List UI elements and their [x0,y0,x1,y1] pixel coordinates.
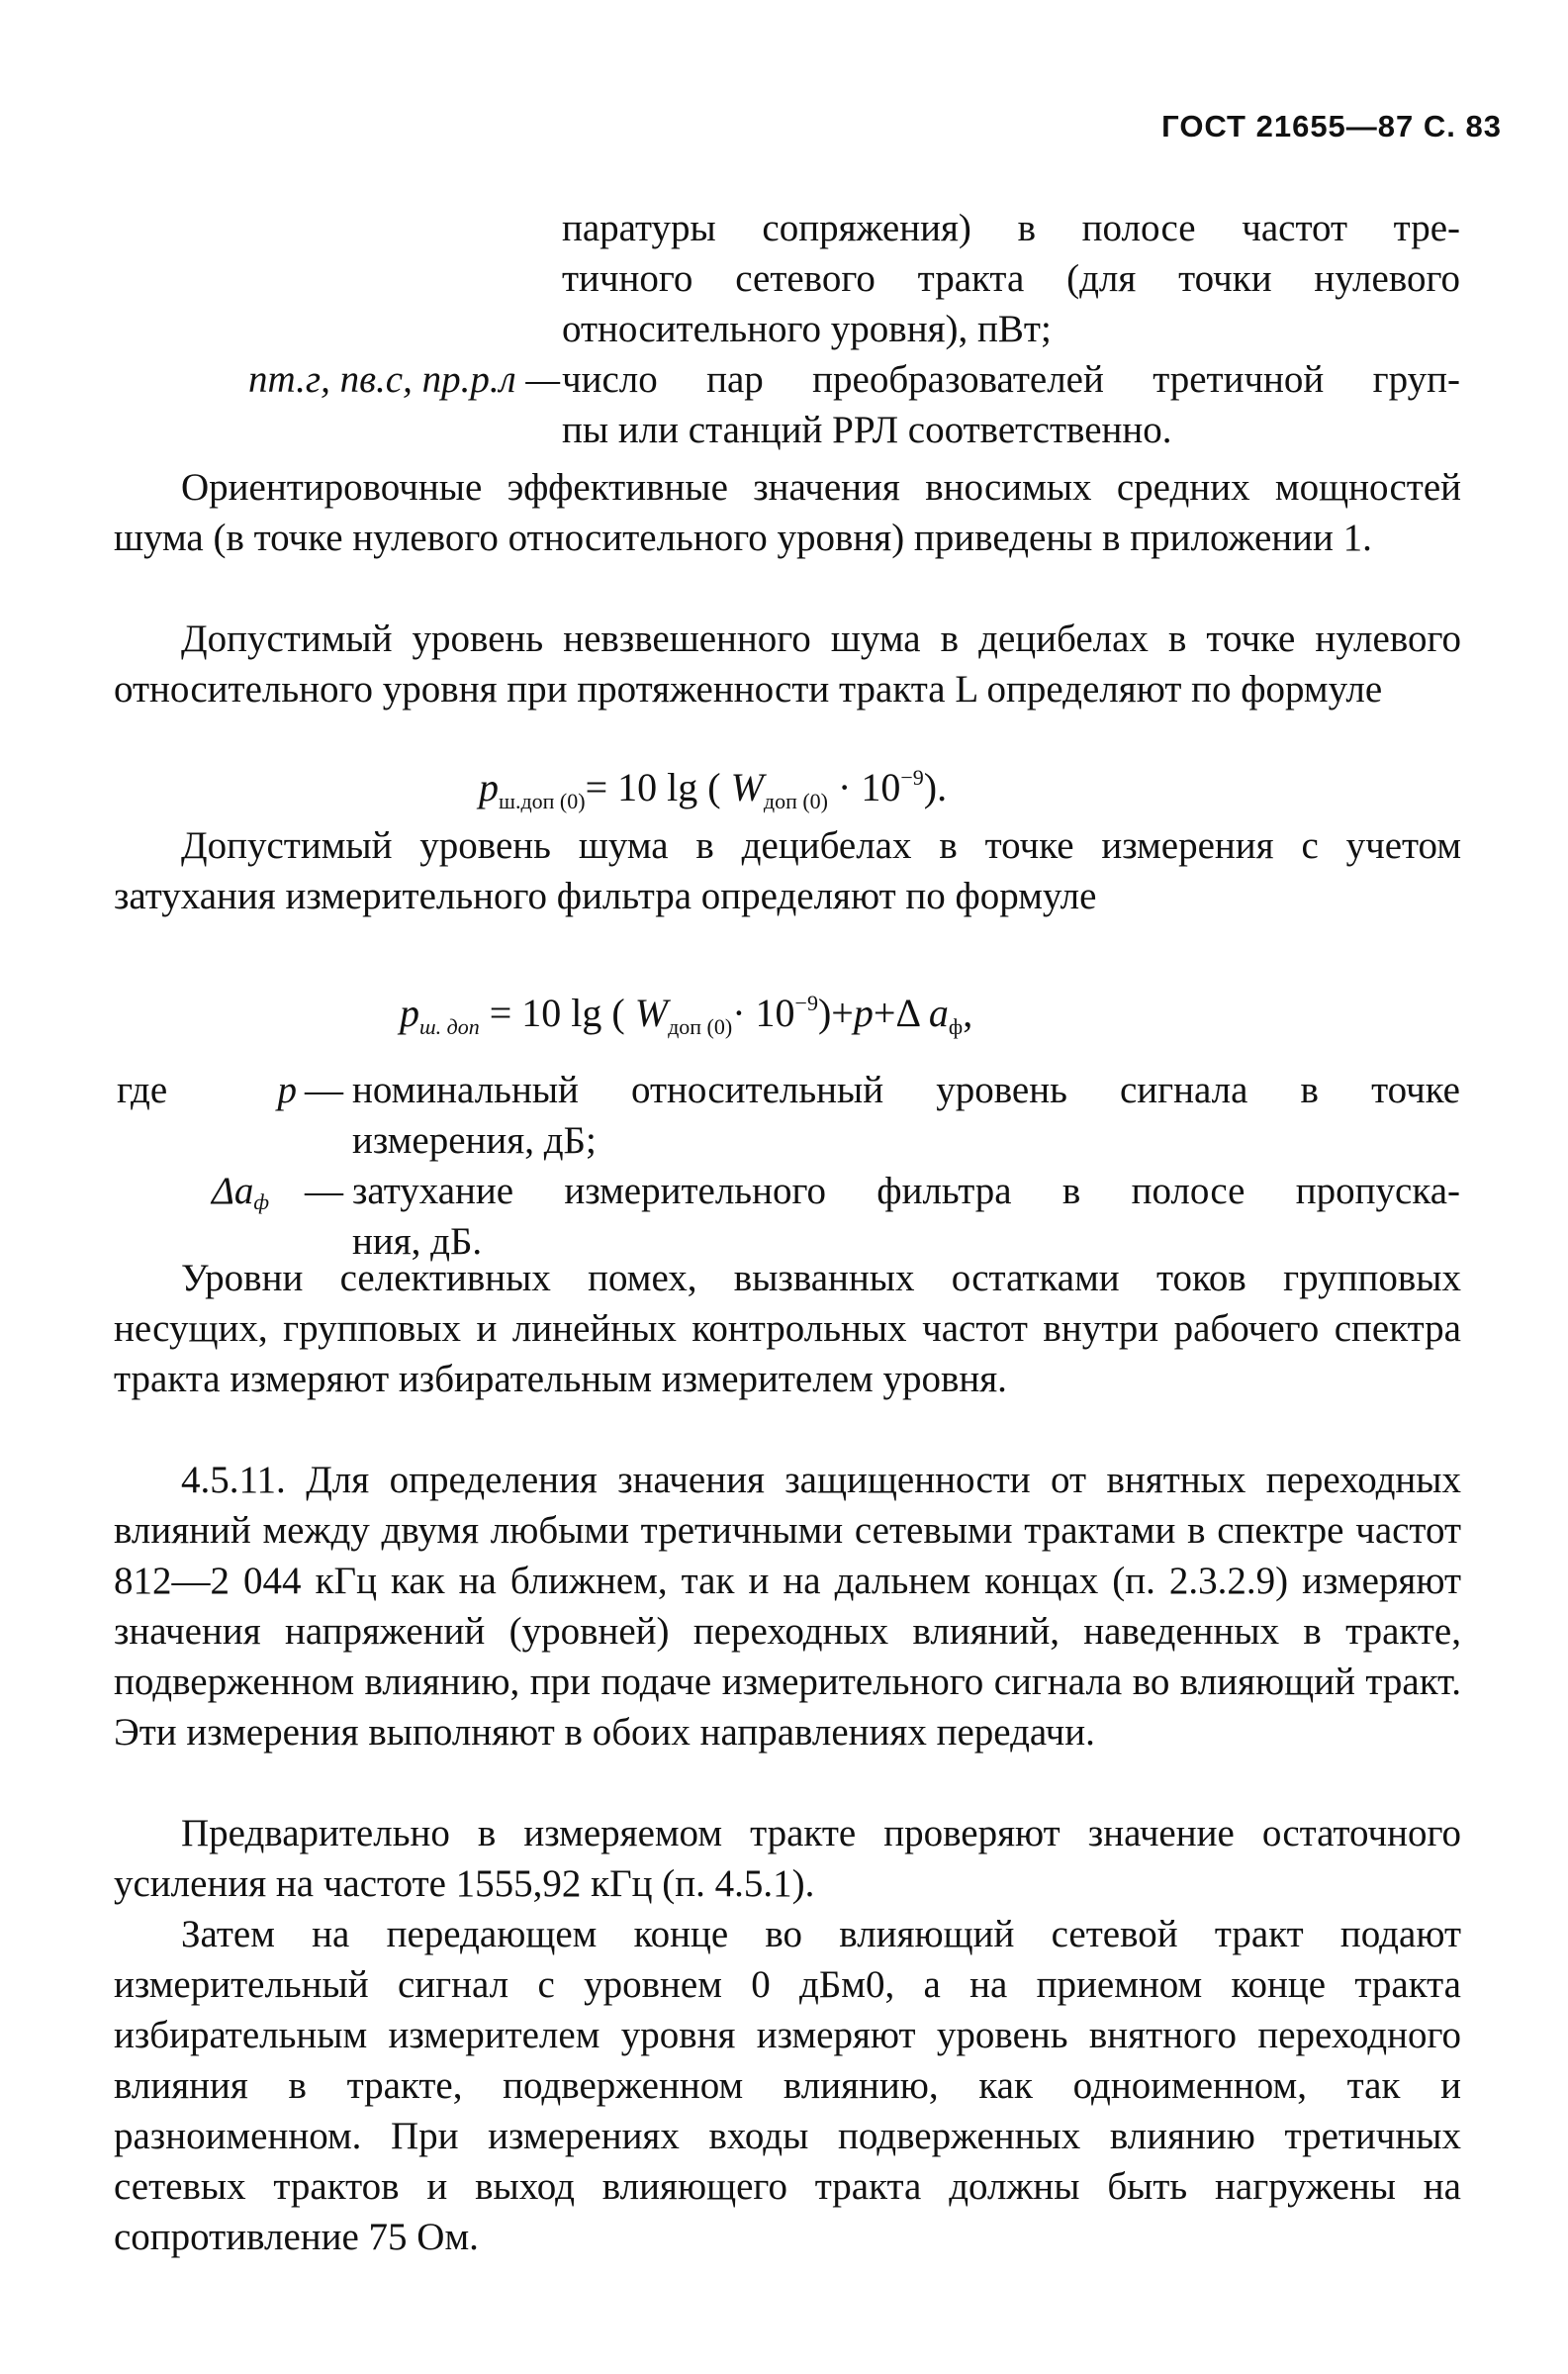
formula1-w-subscript: доп (0) [763,789,829,813]
formula2-multiplier: · 10 [732,991,795,1035]
formula1-tail: ). [923,765,948,809]
formula2-end: , [963,991,973,1035]
formula-unweighted-noise-level [479,764,948,813]
where-definition-p-line-2: измерения, дБ; [352,1119,597,1162]
where-definition-p-line-1: номинальный относительный уровень сигнала в точке [352,1069,1460,1111]
continued-definition-line-2: тичного сетевого тракта (для точки нулевого [562,257,1460,300]
where-symbol-delta-a [212,1166,269,1227]
paragraph-unweighted-noise: Допустимый уровень невзвешенного шума в децибелах в точке нулевого относительного уровня при протяженности тракта L определяют по формуле [114,617,1461,711]
paragraph-measurement-procedure: Затем на передающем конце во влияющий сетевой тракт подают измерительный сигнал с уровнем 0 дБм0, а на приемном конце тракта избирательным измерителем уровня измеряют уровень внятного переходного влияния в тракте, подверженном влиянию, как одноименном, так и разноименном. При измерениях входы подверженных влиянию третичных сетевых трактов и выход влияющего тракта должны быть нагружены на сопротивление 75 Ом. [114,1913,1461,2258]
where-definition-delta-line-1: затухание измерительного фильтра в полосе пропуска- [352,1170,1460,1212]
where-symbol-p: p [277,1069,297,1111]
formula2-p: p [400,991,419,1035]
where-dash-2: — [305,1170,343,1212]
formula2-w: W [634,991,669,1035]
where-symbol-delta-a-main: Δa [212,1170,254,1212]
formula-allowed-noise-level [400,990,973,1039]
continued-definition-line-3: относительного уровня), пВт; [562,308,1052,350]
formula1-p-subscript: ш.доп (0) [499,789,586,813]
formula2-exponent: −9 [794,991,818,1015]
paragraph-noise-estimates: Ориентировочные эффективные значения вносимых средних мощностей шума (в точке нулевого относительного уровня) приведены в приложении 1. [114,466,1461,559]
definition-symbols: nт.г, nв.с, nр.р.л — [247,358,560,401]
running-header: ГОСТ 21655—87 С. 83 [1161,109,1502,143]
formula1-exponent: −9 [900,765,924,790]
formula1-p: p [479,765,499,809]
formula1-multiplier: · 10 [838,765,901,809]
formula2-p-level: p [853,991,874,1035]
formula2-p-subscript: ш. доп [419,1014,480,1039]
definition-text-line-2: пы или станций РРЛ соответственно. [562,409,1172,451]
formula2-tail: )+ [817,991,854,1035]
formula1-w: W [730,765,764,809]
paragraph-4-5-11-crosstalk: 4.5.11. Для определения значения защищенности от внятных переходных влияний между двумя любыми третичными сетевыми трактами в спектре частот 812—2 044 кГц как на ближнем, так и на дальнем концах (п. 2.3.2.9) измеряют значения напряжений (уровней) переходных влияний, наведенных в тракте, подверженном влиянию, при подаче измерительного сигнала во влияющий тракт. Эти измерения выполняют в обоих направлениях передачи. [114,1459,1461,1754]
paragraph-residual-gain-check: Предварительно в измеряемом тракте проверяют значение остаточного усиления на частоте 1555,92 кГц (п. 4.5.1). [114,1812,1461,1905]
formula2-plus-delta: +Δ [873,991,929,1035]
paragraph-selective-interference: Уровни селективных помех, вызванных остатками токов групповых несущих, групповых и линейных контрольных частот внутри рабочего спектра тракта измеряют избирательным измерителем уровня. [114,1257,1461,1400]
where-definition-delta-line-2: ния, дБ. [352,1220,483,1263]
formula2-a-subscript: ф [948,1014,964,1039]
where-word: где [117,1069,168,1111]
where-dash-1: — [305,1069,343,1111]
formula2-equals: = 10 lg ( [489,991,625,1035]
formula2-w-subscript: доп (0) [668,1014,733,1039]
paragraph-noise-at-measurement: Допустимый уровень шума в децибелах в точке измерения с учетом затухания измерительного фильтра определяют по формуле [114,824,1461,917]
definition-text-line-1: число пар преобразователей третичной груп- [562,358,1460,401]
continued-definition-line-1: паратуры сопряжения) в полосе частот тре- [562,207,1460,249]
formula2-a: a [928,991,949,1035]
formula1-equals: = 10 lg ( [585,765,721,809]
where-symbol-delta-a-subscript: ф [253,1189,270,1214]
